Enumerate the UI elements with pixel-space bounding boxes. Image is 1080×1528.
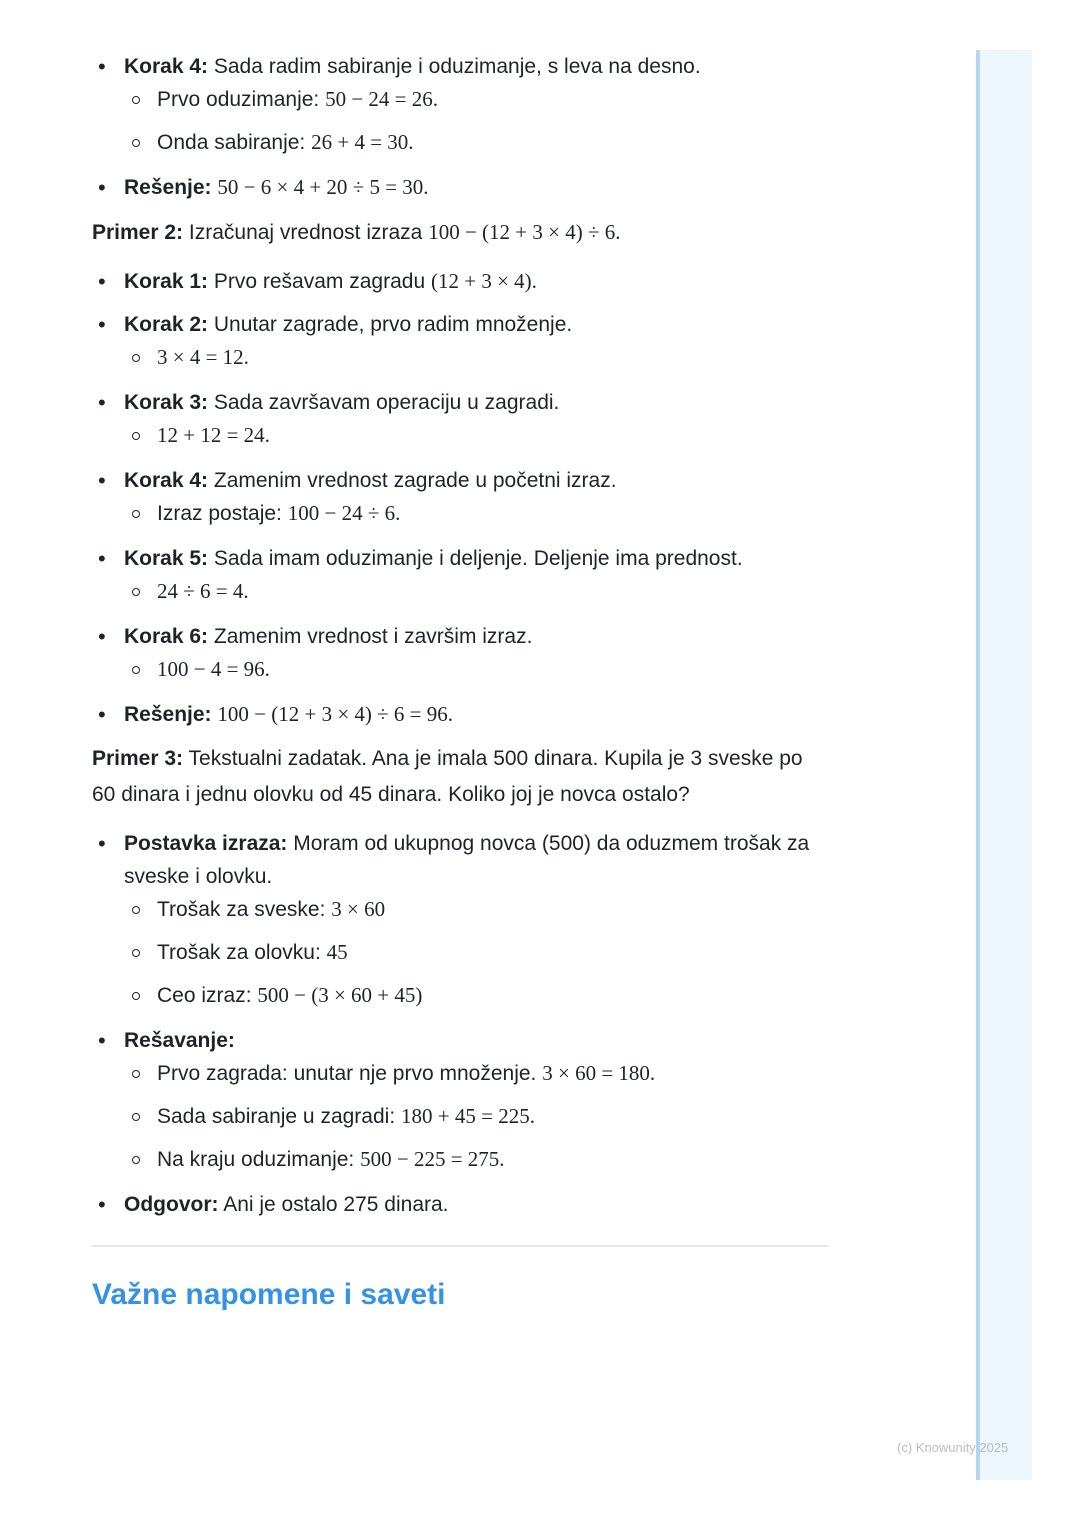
sub-list: [124, 341, 828, 374]
answer-label: Odgovor:: [124, 1193, 219, 1216]
math-expression: 100 − (12 + 3 × 4) ÷ 6.: [428, 220, 621, 244]
example-label: Primer 3:: [92, 747, 184, 770]
sub-list: [124, 575, 828, 608]
list-item: [92, 542, 828, 608]
list-item: [124, 653, 828, 686]
example-2-intro: [92, 214, 828, 251]
math-expression: 100 − (12 + 3 × 4) ÷ 6 = 96.: [217, 702, 454, 726]
list-item: [124, 83, 828, 116]
section-heading: Važne napomene i saveti: [92, 1278, 446, 1311]
list-item: [124, 893, 828, 926]
list-item: [124, 1100, 828, 1133]
sub-text: Ceo izraz:: [157, 984, 252, 1007]
step-list-primer1: [92, 50, 828, 204]
math-expression: 3 × 60: [331, 897, 386, 921]
sub-list: [124, 893, 828, 1012]
solution-label: Rešenje:: [124, 176, 212, 199]
math-expression: 3 × 60 = 180.: [542, 1061, 656, 1085]
copyright-notice: (c) Knowunity 2025: [897, 1440, 1009, 1455]
step-text: Prvo rešavam zagradu: [213, 270, 426, 293]
sub-list: [124, 83, 828, 159]
step-list-primer3: [92, 827, 828, 1221]
list-item: [124, 936, 828, 969]
step-label: Korak 3:: [124, 391, 209, 414]
math-expression: 500 − (3 × 60 + 45): [257, 983, 423, 1007]
list-item: [92, 464, 828, 530]
math-expression: 100 − 4 = 96.: [157, 657, 270, 681]
sub-text: Prvo oduzimanje:: [157, 88, 320, 111]
math-expression: 100 − 24 ÷ 6.: [287, 501, 401, 525]
math-expression: 24 ÷ 6 = 4.: [157, 579, 249, 603]
list-item: [92, 1024, 828, 1176]
sub-list: [124, 653, 828, 686]
list-item: [92, 265, 828, 298]
example-3-intro: [92, 741, 828, 813]
list-item: [124, 341, 828, 374]
math-expression: (12 + 3 × 4).: [430, 269, 537, 293]
sub-text: Na kraju oduzimanje:: [157, 1148, 355, 1171]
solving-label: Rešavanje:: [124, 1029, 235, 1052]
step-text: Sada završavam operaciju u zagradi.: [213, 391, 560, 414]
list-item: [124, 126, 828, 159]
math-expression: 500 − 225 = 275.: [360, 1147, 505, 1171]
list-item: [124, 979, 828, 1012]
list-item: [92, 1188, 828, 1221]
sub-text: Prvo zagrada: unutar nje prvo množenje.: [157, 1062, 537, 1085]
document-content: [92, 50, 828, 1313]
answer-text: Ani je ostalo 275 dinara.: [223, 1193, 449, 1216]
list-item: [92, 386, 828, 452]
math-expression: 45: [326, 940, 348, 964]
step-text: Zamenim vrednost zagrade u početni izraz.: [213, 469, 617, 492]
sub-list: [124, 1057, 828, 1176]
list-item: [92, 50, 828, 159]
step-text: Unutar zagrade, prvo radim množenje.: [213, 313, 573, 336]
example-label: Primer 2:: [92, 221, 184, 244]
step-list-primer2: [92, 265, 828, 731]
math-expression: 50 − 24 = 26.: [325, 87, 439, 111]
example-text: Tekstualni zadatak. Ana je imala 500 dinara. Kupila je 3 sveske po 60 dinara i jednu olovku od 45 dinara. Koliko joj je novca ostalo?: [92, 747, 803, 806]
math-expression: 180 + 45 = 225.: [401, 1104, 535, 1128]
step-label: Korak 1:: [124, 270, 209, 293]
sub-text: Onda sabiranje:: [157, 131, 306, 154]
math-expression: 26 + 4 = 30.: [311, 130, 414, 154]
sub-text: Trošak za sveske:: [157, 898, 326, 921]
math-expression: 3 × 4 = 12.: [157, 345, 249, 369]
example-text: Izračunaj vrednost izraza: [188, 221, 423, 244]
step-text: Zamenim vrednost i završim izraz.: [213, 625, 533, 648]
sub-text: Trošak za olovku:: [157, 941, 321, 964]
list-item: [124, 497, 828, 530]
sidebar-strip: [976, 50, 1032, 1480]
sub-list: [124, 497, 828, 530]
math-expression: 12 + 12 = 24.: [157, 423, 270, 447]
list-item: [124, 1143, 828, 1176]
list-item: [92, 620, 828, 686]
list-item: [124, 419, 828, 452]
list-item: [92, 308, 828, 374]
step-label: Korak 4:: [124, 469, 209, 492]
list-item: [92, 171, 828, 204]
setup-text: Moram od ukupnog novca (500) da oduzmem trošak za sveske i olovku.: [124, 832, 810, 888]
step-label: Korak 5:: [124, 547, 209, 570]
setup-label: Postavka izraza:: [124, 832, 288, 855]
step-text: Sada imam oduzimanje i deljenje. Deljenje ima prednost.: [213, 547, 743, 570]
list-item: [124, 1057, 828, 1090]
section-divider: [92, 1245, 828, 1247]
list-item: [92, 827, 828, 1012]
solution-label: Rešenje:: [124, 703, 212, 726]
step-text: Sada radim sabiranje i oduzimanje, s leva na desno.: [213, 55, 701, 78]
list-item: [92, 698, 828, 731]
math-expression: 50 − 6 × 4 + 20 ÷ 5 = 30.: [217, 175, 429, 199]
step-label: Korak 2:: [124, 313, 209, 336]
step-label: Korak 6:: [124, 625, 209, 648]
sub-text: Izraz postaje:: [157, 502, 282, 525]
sub-list: [124, 419, 828, 452]
step-label: Korak 4:: [124, 55, 209, 78]
list-item: [124, 575, 828, 608]
sub-text: Sada sabiranje u zagradi:: [157, 1105, 396, 1128]
